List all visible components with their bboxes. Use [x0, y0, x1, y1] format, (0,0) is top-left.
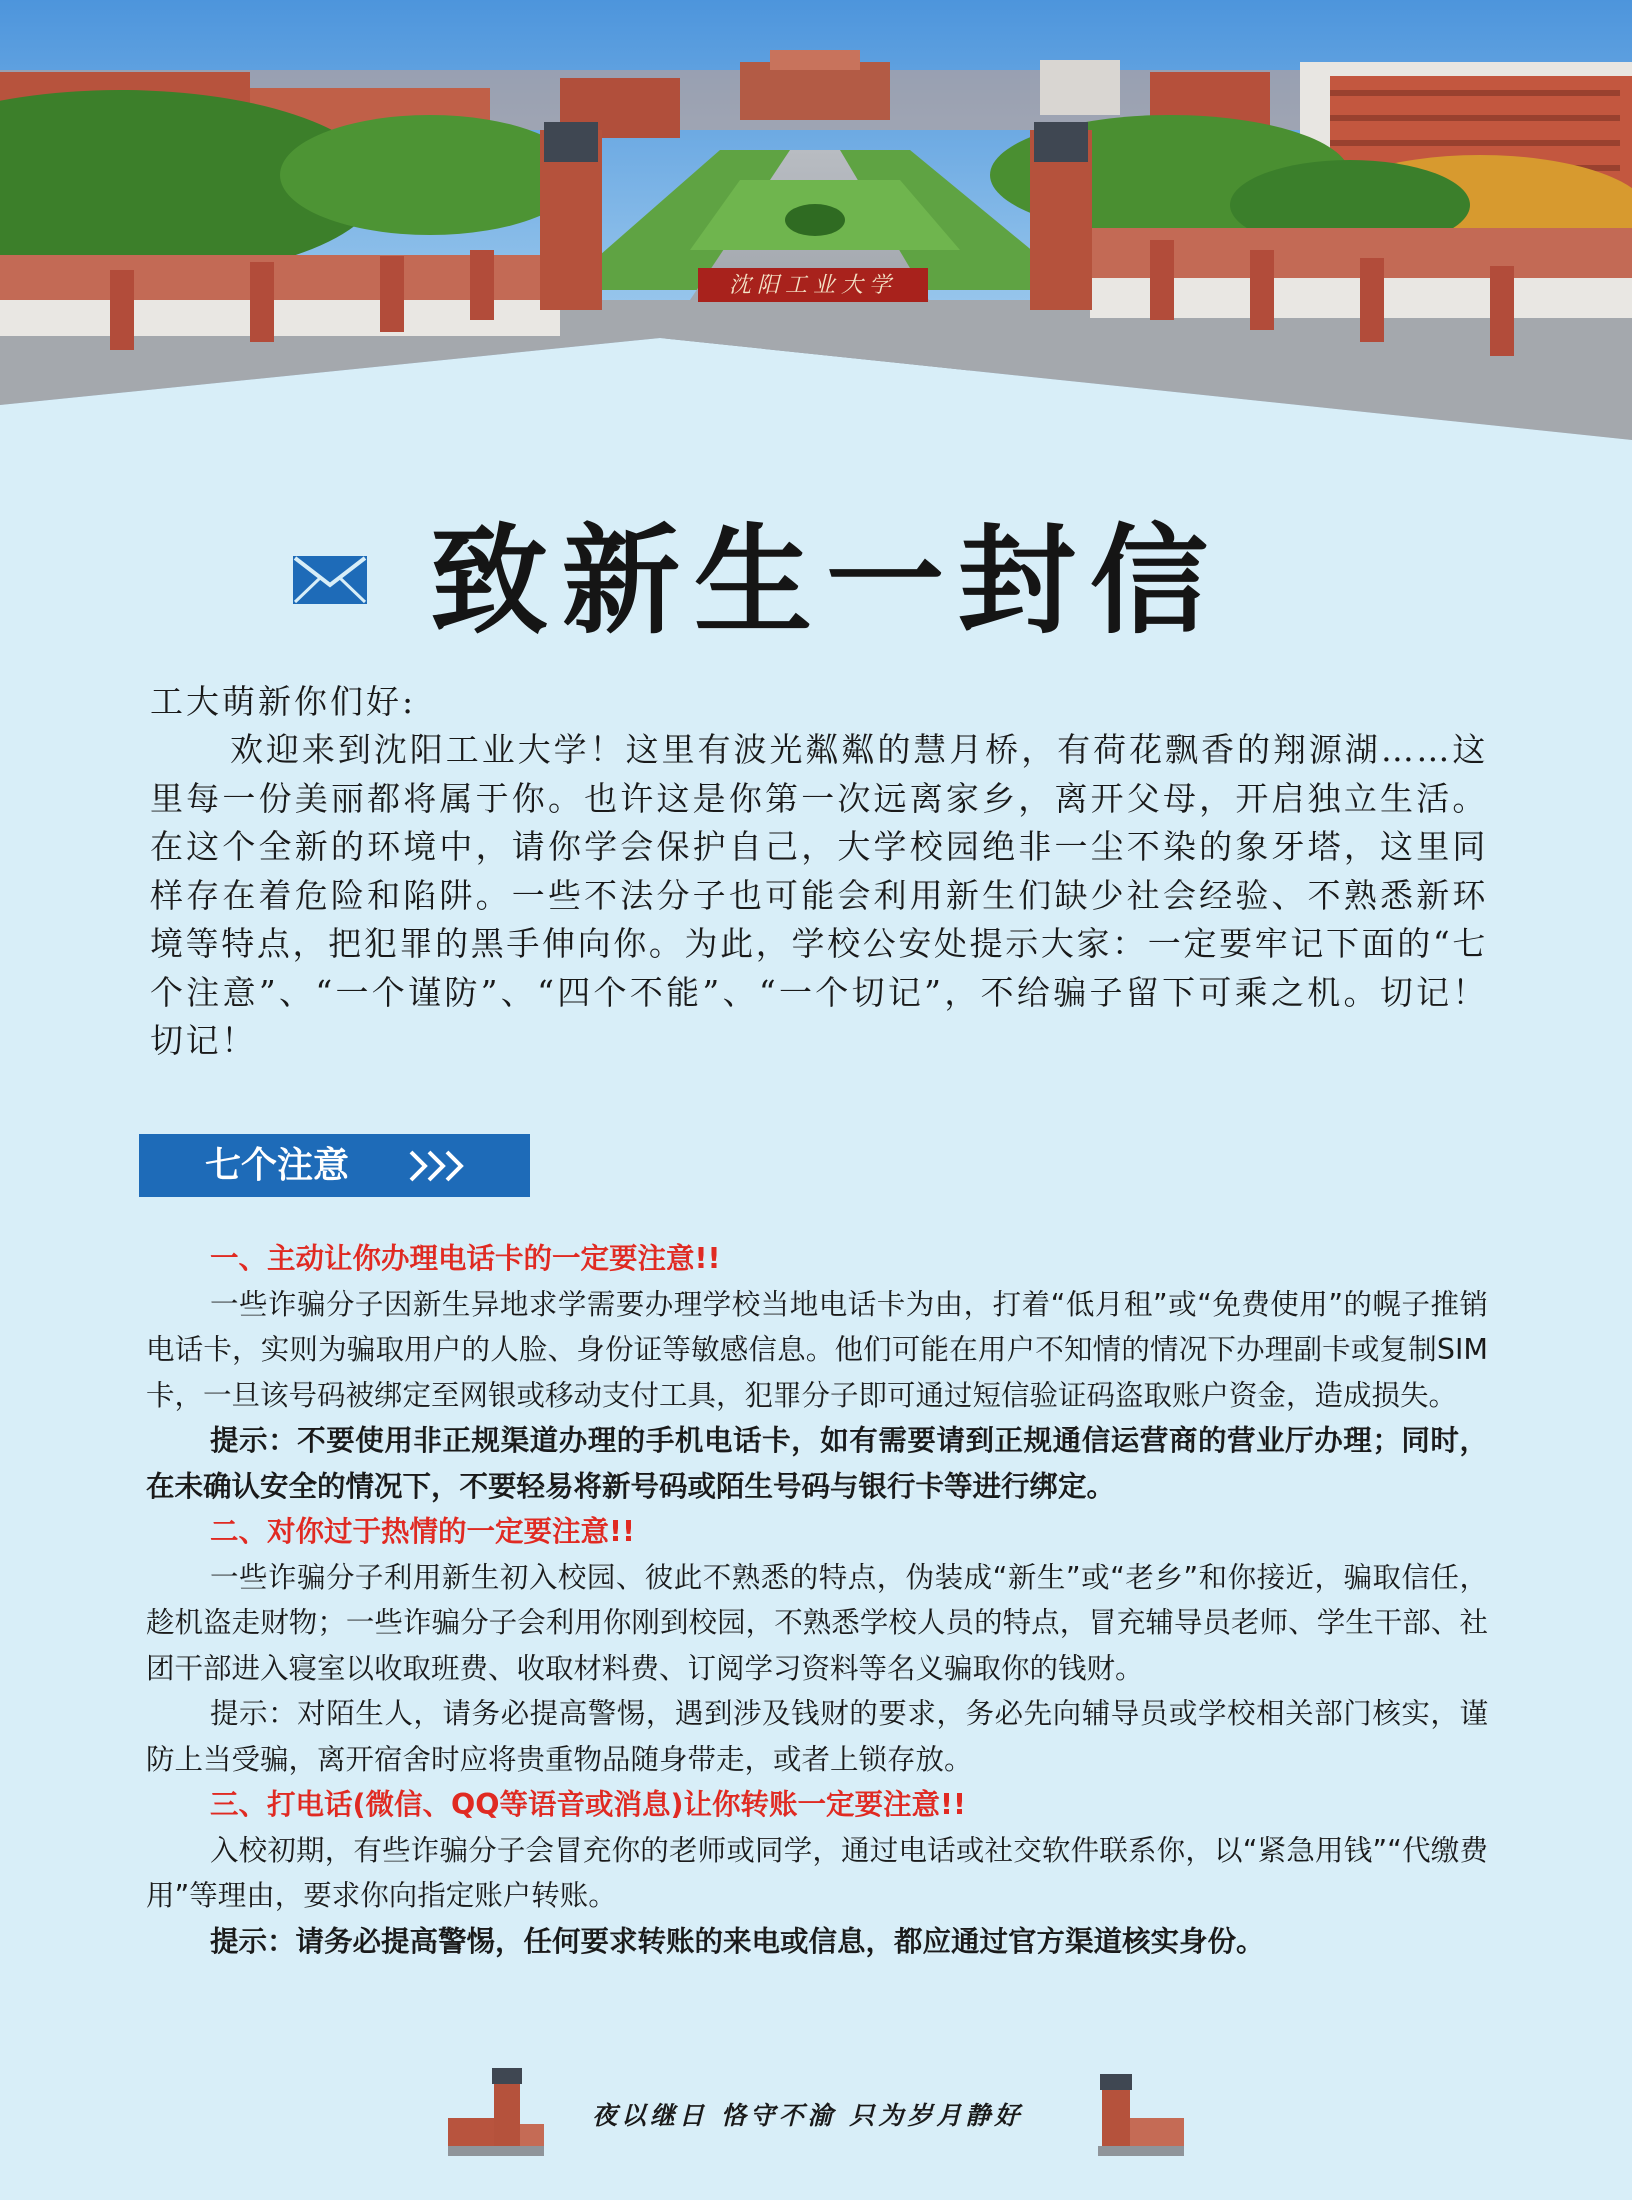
title-row [0, 505, 1632, 655]
notices-list [146, 1236, 1488, 1964]
notice-body: 一些诈骗分子利用新生初入校园、彼此不熟悉的特点，伪装成“新生”或“老乡”和你接近，骗取信任，趁机盗走财物；一些诈骗分子会利用你刚到校园，不熟悉学校人员的特点，冒充辅导员老师、学生干部、社团干部进入寝室以收取班费、收取材料费、订阅学习资料等名义骗取你的钱财。 [146, 1560, 1488, 1685]
notice-body: 一些诈骗分子因新生异地求学需要办理学校当地电话卡为由，打着“低月租”或“免费使用”的幌子推销电话卡，实则为骗取用户的人脸、身份证等敏感信息。他们可能在用户不知情的情况下办理副卡或复制SIM卡，一旦该号码被绑定至网银或移动支付工具，犯罪分子即可通过短信验证码盗取账户资金，造成损失。 [146, 1287, 1488, 1412]
gate-sign-text: 沈阳工业大学 [728, 273, 898, 298]
notice-tip: 提示：不要使用非正规渠道办理的手机电话卡，如有需要请到正规通信运营商的营业厅办理；同时，在未确认安全的情况下，不要轻易将新号码或陌生号码与银行卡等进行绑定。 [146, 1424, 1488, 1503]
notice-heading: 二、对你过于热情的一定要注意!! [210, 1515, 635, 1548]
chevron-right-icon [407, 1148, 471, 1184]
gate-tower-right-icon [1098, 2072, 1184, 2156]
notice-tip: 提示：请务必提高警惕，任何要求转账的来电或信息，都应通过官方渠道核实身份。 [210, 1924, 1265, 1958]
letter-body: 欢迎来到沈阳工业大学！这里有波光粼粼的慧月桥，有荷花飘香的翔源湖……这里每一份美丽都将属于你。也许这是你第一次远离家乡，离开父母，开启独立生活。在这个全新的环境中，请你学会保护自己，大学校园绝非一尘不染的象牙塔，这里同样存在着危险和陷阱。一些不法分子也可能会利用新生们缺少社会经验、不熟悉新环境等特点，把犯罪的黑手伸向你。为此，学校公安处提示大家：一定要牢记下面的“七个注意”、“一个谨防”、“四个不能”、“一个切记”，不给骗子留下可乘之机。切记！切记！ [150, 730, 1488, 1060]
campus-banner-photo [0, 0, 1632, 445]
letter-greeting: 工大萌新你们好: [150, 682, 417, 721]
gate-tower-left-icon [448, 2066, 544, 2156]
notice-tip: 提示：对陌生人，请务必提高警惕，遇到涉及钱财的要求，务必先向辅导员或学校相关部门核实，谨防上当受骗，离开宿舍时应将贵重物品随身带走，或者上锁存放。 [146, 1697, 1488, 1776]
page-title: 致新生一封信 [430, 511, 1223, 650]
footer [0, 2060, 1632, 2200]
section-title: 七个注意 [205, 1145, 350, 1186]
notice-heading: 三、打电话(微信、QQ等语音或消息)让你转账一定要注意!! [210, 1788, 967, 1821]
section-header-seven-notices [139, 1134, 530, 1197]
notice-item-1 [146, 1236, 1488, 1509]
envelope-icon [292, 555, 368, 605]
notice-item-2 [146, 1509, 1488, 1782]
notice-heading: 一、主动让你办理电话卡的一定要注意!! [210, 1242, 721, 1275]
notice-item-3 [146, 1782, 1488, 1964]
footer-slogan: 夜以继日 恪守不渝 只为岁月静好 [592, 2101, 1024, 2130]
notice-body: 入校初期，有些诈骗分子会冒充你的老师或同学，通过电话或社交软件联系你，以“紧急用钱”“代缴费用”等理由，要求你向指定账户转账。 [146, 1833, 1488, 1912]
welcome-letter [150, 678, 1488, 1066]
